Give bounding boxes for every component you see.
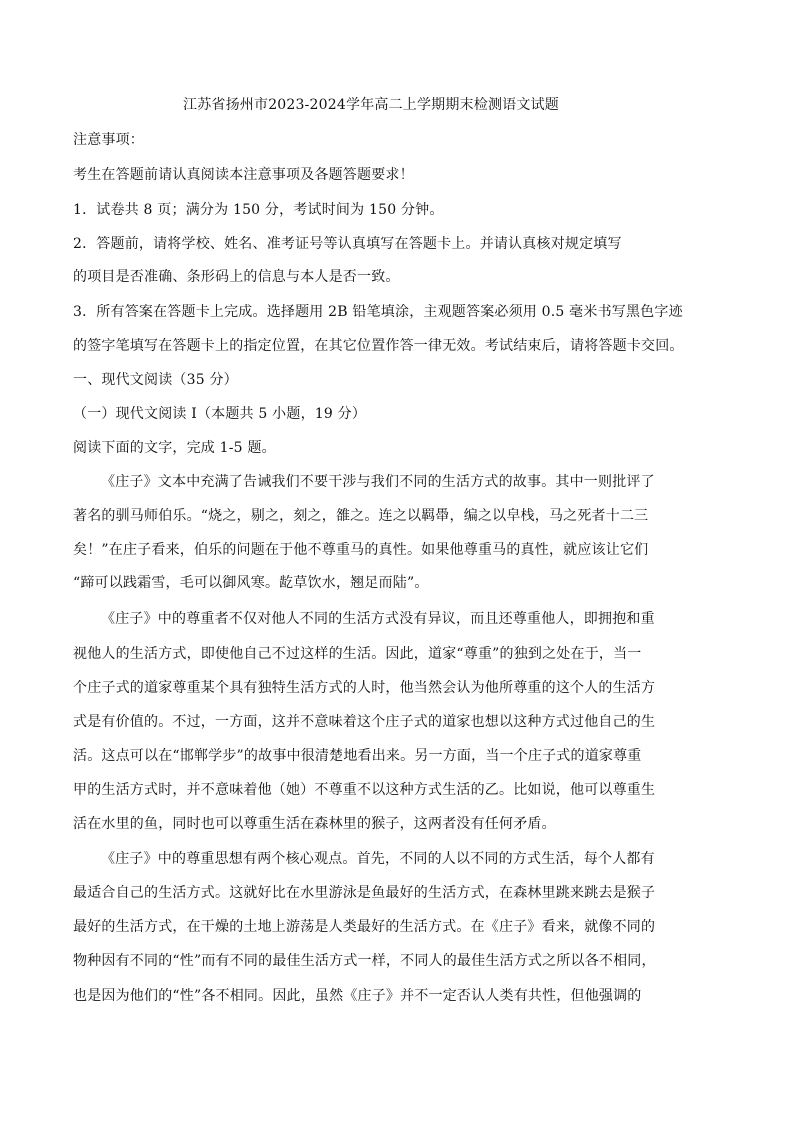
paragraph-line: 活在水里的鱼，同时也可以尊重生活在森林里的猴子，这两者没有任何矛盾。	[73, 816, 556, 832]
paragraph-line: 也是因为他们的“性”各不相同。因此，虽然《庄子》并不一定否认人类有共性，但他强调的	[73, 988, 642, 1004]
document-title: 江苏省扬州市2023-2024学年高二上学期期末检测语文试题	[183, 97, 559, 113]
paragraph-line: 最适合自己的生活方式。这就好比在水里游泳是鱼最好的生活方式，在森林里跳来跳去是猴子	[73, 885, 656, 901]
paragraph-line: 个庄子式的道家尊重某个具有独特生活方式的人时，他当然会认为他所尊重的这个人的生活方	[73, 680, 656, 696]
paragraph-line: 式是有价值的。不过，一方面，这并不意味着这个庄子式的道家也想以这种方式过他自己的生	[73, 714, 656, 730]
paragraph-line: 《庄子》中的尊重思想有两个核心观点。首先，不同的人以不同的方式生活，每个人都有	[101, 851, 655, 867]
paragraph-line: 最好的生活方式，在干燥的土地上游荡是人类最好的生活方式。在《庄子》看来，就像不同的	[73, 919, 656, 935]
notice-item: 3．所有答案在答题卡上完成。选择题用 2B 铅笔填涂，主观题答案必须用 0.5 毫米书写黑色字迹	[73, 304, 683, 320]
instruction: 阅读下面的文字，完成 1-5 题。	[73, 440, 276, 456]
paragraph-line: 视他人的生活方式，即使他自己不过这样的生活。因此，道家“尊重”的独到之处在于，当一	[73, 646, 642, 662]
paragraph-line: 《庄子》文本中充满了告诫我们不要干涉与我们不同的生活方式的故事。其中一则批评了	[101, 474, 655, 490]
notice-intro: 考生在答题前请认真阅读本注意事项及各题答题要求！	[73, 167, 414, 183]
paragraph-line: 《庄子》中的尊重者不仅对他人不同的生活方式没有异议，而且还尊重他人，即拥抱和重	[101, 611, 655, 627]
paragraph-line: 物种因有不同的“性”而有不同的最佳生活方式一样，不同人的最佳生活方式之所以各不相同，	[73, 953, 656, 969]
paragraph-line: 甲的生活方式时，并不意味着他（她）不尊重不以这种方式生活的乙。比如说，他可以尊重生	[73, 782, 656, 798]
notice-item: 2．答题前，请将学校、姓名、准考证号等认真填写在答题卡上。并请认真核对规定填写	[73, 236, 622, 252]
subsection-heading: （一）现代文阅读 I（本题共 5 小题，19 分）	[73, 406, 367, 422]
paragraph-line: 活。这点可以在“邯郸学步”的故事中很清楚地看出来。另一方面，当一个庄子式的道家尊重	[73, 748, 642, 764]
paragraph-line: 著名的驯马师伯乐。“烧之，剔之，刻之，雒之。连之以羁馽，编之以皁栈，马之死者十二三	[73, 508, 649, 524]
notice-heading: 注意事项：	[73, 132, 144, 148]
notice-item: 的项目是否准确、条形码上的信息与本人是否一致。	[73, 269, 400, 285]
paragraph-line: “蹄可以践霜雪，毛可以御风寒。龁草饮水，翘足而陆”。	[73, 575, 429, 591]
notice-item: 的签字笔填写在答题卡上的指定位置，在其它位置作答一律无效。考试结束后，请将答题卡交回。	[73, 338, 684, 354]
notice-item: 1．试卷共 8 页；满分为 150 分，考试时间为 150 分钟。	[73, 202, 444, 218]
section-heading: 一、现代文阅读（35 分）	[73, 372, 238, 388]
paragraph-line: 矣！”在庄子看来，伯乐的问题在于他不尊重马的真性。如果他尊重马的真性，就应该让它们	[73, 542, 649, 558]
